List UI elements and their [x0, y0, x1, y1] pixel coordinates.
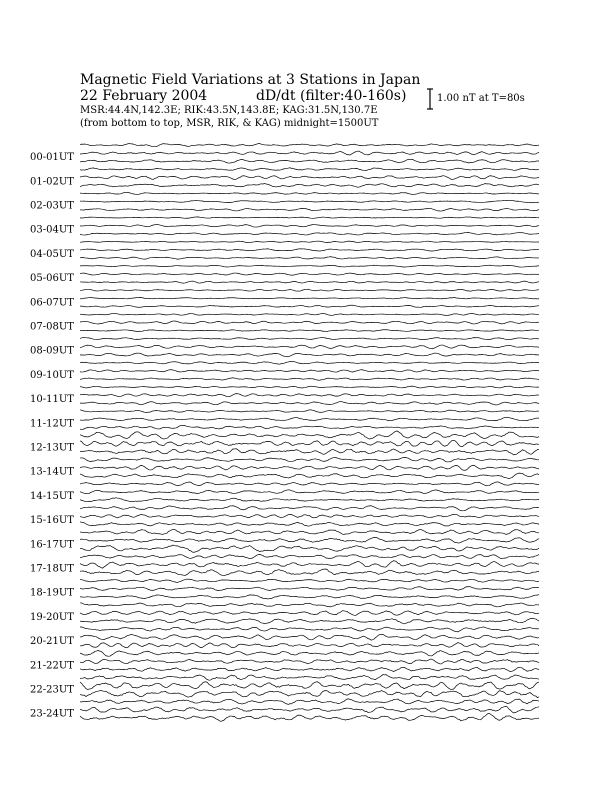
trace-rik: [80, 706, 539, 713]
hour-label: 01-02UT: [30, 176, 74, 188]
trace-kag: [80, 425, 539, 429]
trace-msr: [80, 410, 539, 413]
trace-kag: [80, 232, 539, 235]
trace-msr: [80, 554, 539, 558]
trace-rik: [80, 298, 539, 299]
trace-kag: [80, 569, 539, 575]
hour-label: 07-08UT: [30, 321, 74, 333]
hour-label: 18-19UT: [30, 587, 74, 599]
trace-kag: [80, 618, 539, 624]
trace-kag: [80, 449, 539, 455]
trace-msr: [80, 457, 539, 462]
hour-label: 15-16UT: [30, 515, 74, 527]
trace-msr: [80, 431, 539, 439]
trace-msr: [80, 627, 539, 632]
trace-msr: [80, 650, 539, 656]
scale-bar-label: 1.00 nT at T=80s: [437, 93, 525, 104]
traces: [80, 144, 539, 722]
hour-label: 06-07UT: [30, 297, 74, 309]
trace-kag: [80, 545, 539, 552]
trace-rik: [80, 611, 539, 616]
hour-label: 19-20UT: [30, 611, 74, 623]
trace-msr: [80, 337, 539, 339]
trace-rik: [80, 659, 539, 664]
chart-date: 22 February 2004: [80, 88, 208, 104]
hour-labels: [30, 152, 74, 720]
trace-kag: [80, 257, 539, 260]
trace-rik: [80, 440, 539, 446]
trace-rik: [80, 249, 539, 251]
trace-kag: [80, 305, 539, 307]
trace-kag: [80, 595, 539, 599]
trace-msr: [80, 386, 539, 388]
hour-label: 21-22UT: [30, 660, 74, 672]
trace-rik: [80, 345, 539, 349]
chart-title: Magnetic Field Variations at 3 Stations in Japan: [80, 72, 421, 88]
trace-kag: [80, 691, 539, 698]
trace-msr: [80, 579, 539, 582]
trace-rik: [80, 490, 539, 494]
trace-rik: [80, 321, 539, 324]
trace-kag: [80, 402, 539, 405]
trace-msr: [80, 603, 539, 607]
trace-kag: [80, 473, 539, 478]
trace-rik: [80, 273, 539, 275]
hour-label: 10-11UT: [30, 394, 74, 406]
trace-rik: [80, 561, 539, 568]
hour-label: 09-10UT: [30, 369, 74, 381]
trace-rik: [80, 176, 539, 180]
trace-kag: [80, 522, 539, 526]
trace-msr: [80, 699, 539, 705]
trace-msr: [80, 529, 539, 534]
trace-rik: [80, 682, 539, 690]
trace-rik: [80, 537, 539, 543]
trace-msr: [80, 289, 539, 291]
hour-label: 00-01UT: [30, 152, 74, 164]
trace-msr: [80, 265, 539, 267]
trace-rik: [80, 370, 539, 372]
hour-label: 02-03UT: [30, 200, 74, 212]
trace-kag: [80, 378, 539, 380]
chart-quantity-filter: dD/dt (filter:40-160s): [256, 88, 407, 104]
trace-msr: [80, 193, 539, 195]
trace-rik: [80, 200, 539, 202]
hour-label: 23-24UT: [30, 708, 74, 720]
trace-msr: [80, 675, 539, 681]
trace-msr: [80, 217, 539, 218]
trace-rik: [80, 514, 539, 518]
trace-msr: [80, 168, 539, 171]
trace-rik: [80, 465, 539, 470]
trace-kag: [80, 498, 539, 502]
trace-rik: [80, 417, 539, 420]
hour-label: 12-13UT: [30, 442, 74, 454]
hour-label: 20-21UT: [30, 636, 74, 648]
trace-msr: [80, 313, 539, 315]
trace-msr: [80, 241, 539, 243]
hour-label: 17-18UT: [30, 563, 74, 575]
trace-kag: [80, 159, 539, 163]
hour-label: 16-17UT: [30, 539, 74, 551]
trace-msr: [80, 506, 539, 511]
hour-label: 22-23UT: [30, 684, 74, 696]
trace-order-note: (from bottom to top, MSR, RIK, & KAG) midnight=1500UT: [80, 118, 379, 129]
trace-msr: [80, 361, 539, 364]
trace-rik: [80, 634, 539, 640]
trace-kag: [80, 184, 539, 188]
trace-kag: [80, 643, 539, 648]
hour-label: 08-09UT: [30, 345, 74, 357]
hour-label: 03-04UT: [30, 224, 74, 236]
trace-rik: [80, 224, 539, 227]
trace-rik: [80, 151, 539, 155]
station-coordinates: MSR:44.4N,142.3E; RIK:43.5N,143.8E; KAG:31.5N,130.7E: [80, 105, 378, 116]
hour-label: 04-05UT: [30, 248, 74, 260]
trace-msr: [80, 482, 539, 486]
trace-rik: [80, 587, 539, 591]
hour-label: 11-12UT: [30, 418, 74, 430]
trace-kag: [80, 353, 539, 357]
hour-label: 13-14UT: [30, 466, 74, 478]
trace-kag: [80, 281, 539, 283]
trace-kag: [80, 208, 539, 211]
trace-rik: [80, 394, 539, 397]
trace-kag: [80, 330, 539, 332]
trace-msr: [80, 144, 539, 147]
hour-label: 14-15UT: [30, 490, 74, 502]
trace-kag: [80, 667, 539, 671]
trace-kag: [80, 713, 539, 721]
hour-label: 05-06UT: [30, 273, 74, 285]
